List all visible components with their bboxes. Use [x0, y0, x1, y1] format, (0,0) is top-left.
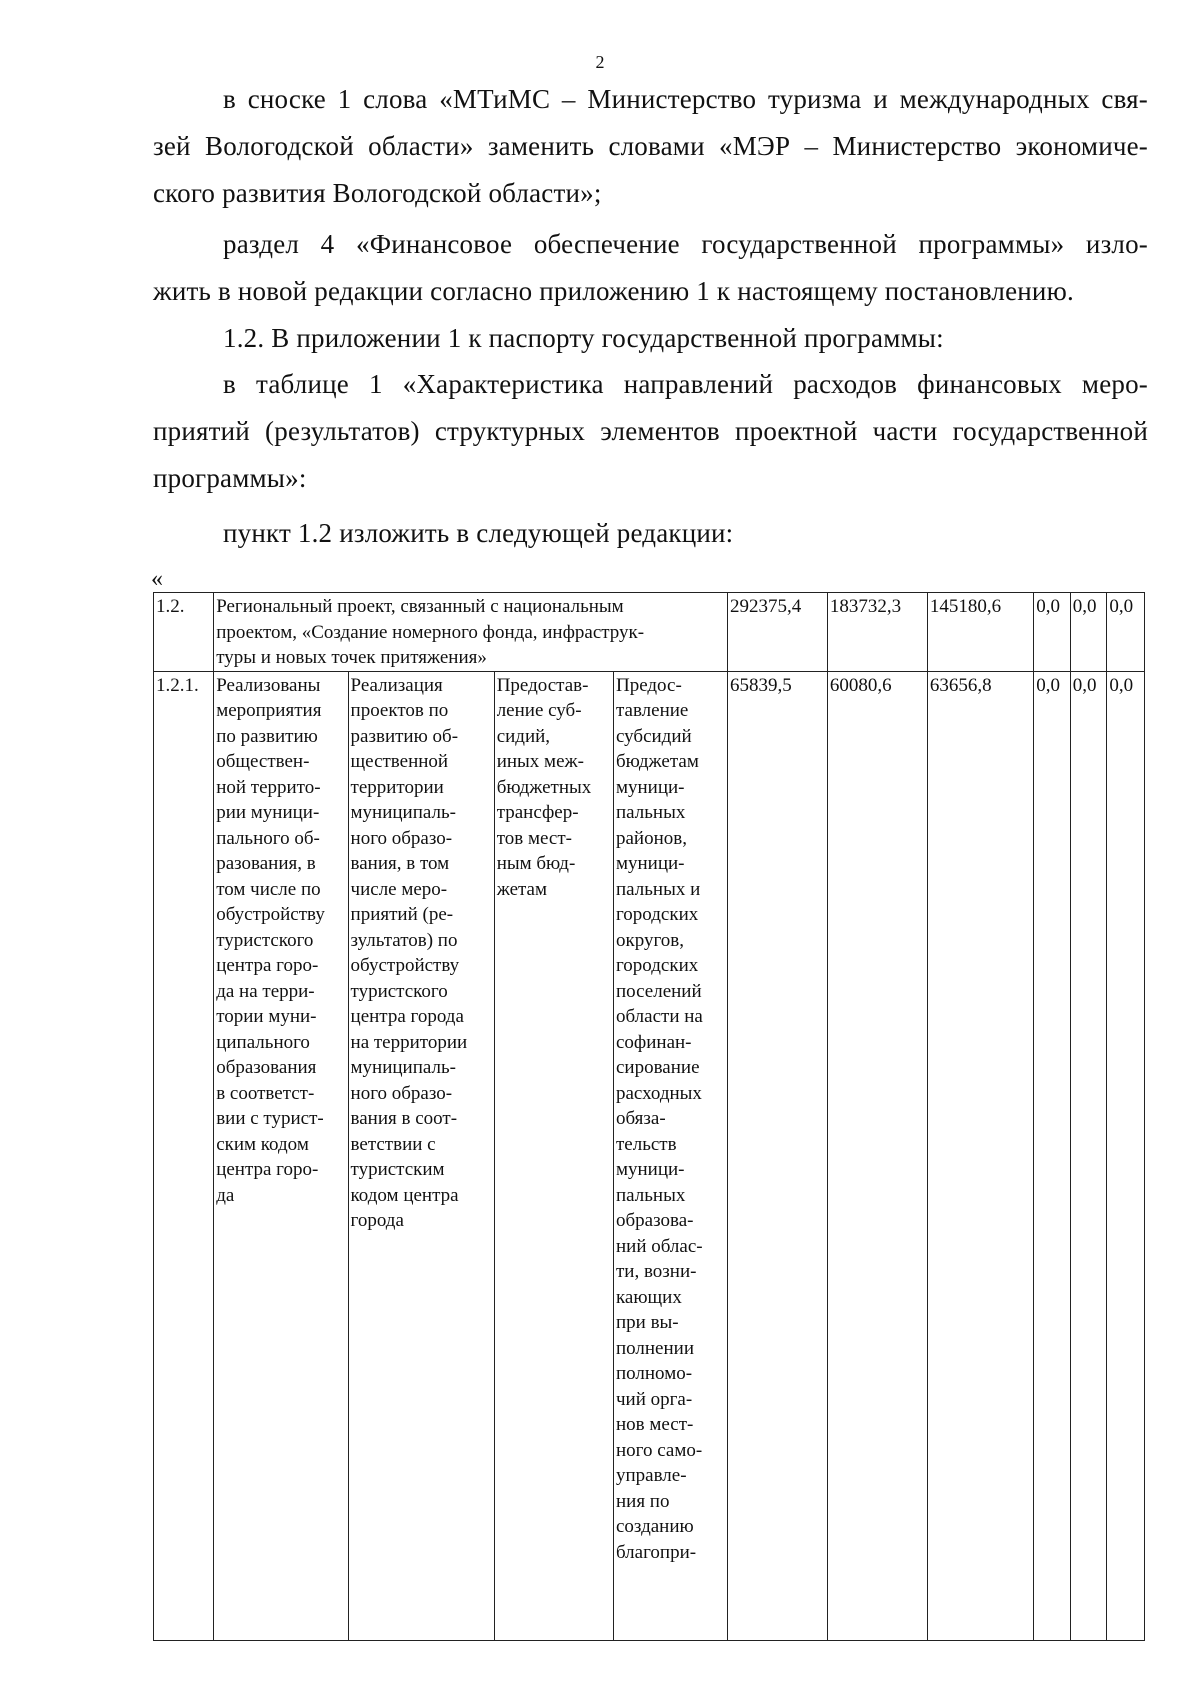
row-number: 1.2. [154, 593, 214, 672]
paragraph-footnote-change [153, 76, 1148, 217]
paragraph-line: раздел 4 «Финансовое обеспечение государственной программы» изло- [223, 229, 1148, 259]
paragraph-line: 1.2. В приложении 1 к паспорту государственной программы: [223, 323, 944, 353]
amount-cell: 0,0 [1070, 593, 1107, 672]
paragraph-line: жить в новой редакции согласно приложению 1 к настоящему постановлению. [153, 276, 1074, 306]
paragraph-line: в сноске 1 слова «МТиМС – Министерство туризма и международных свя- [223, 84, 1148, 114]
amount-cell: 0,0 [1034, 593, 1071, 672]
table-row [154, 671, 1145, 1640]
page-number: 2 [595, 52, 605, 72]
amount-cell: 183732,3 [827, 593, 927, 672]
paragraph-line: программы»: [153, 463, 307, 493]
expense-detail-cell: Предос- тавление субсидий бюджетам муници- пальных районов, муници- пальных и городских округов, городских поселений области на софинан- сирование расходных обяза- тельств муници- пальных образова- ний облас- ти, возни- кающих при вы- полнении полномо- чий орга- нов мест- ного само- управле- ния по созданию благопри- [613, 671, 727, 1640]
amount-cell: 0,0 [1107, 671, 1145, 1640]
financing-table [153, 592, 1145, 1641]
expense-type-cell: Предостав- ление суб- сидий, иных меж- бюджетных трансфер- тов мест- ным бюд- жетам [494, 671, 613, 1640]
paragraph-line: ского развития Вологодской области»; [153, 178, 602, 208]
measure-description-cell: Реализация проектов по развитию об- щественной территории муниципаль- ного образо- вания, в том числе меро- приятий (ре- зультатов) по обустройству туристского центра города на территории муниципаль- ного образо- вания в соот- ветствии с туристским кодом центра города [348, 671, 494, 1640]
amount-cell: 63656,8 [927, 671, 1033, 1640]
amount-cell: 60080,6 [827, 671, 927, 1640]
paragraph-section-4 [153, 221, 1148, 315]
paragraph-line: приятий (результатов) структурных элементов проектной части государственной [153, 416, 1148, 446]
amount-cell: 0,0 [1107, 593, 1145, 672]
paragraph-item-1-2 [153, 510, 1148, 557]
amount-cell: 292375,4 [727, 593, 827, 672]
paragraph-appendix-heading [153, 315, 1148, 362]
amount-cell: 145180,6 [927, 593, 1033, 672]
paragraph-table-1 [153, 361, 1148, 502]
paragraph-line: пункт 1.2 изложить в следующей редакции: [223, 518, 734, 548]
amount-cell: 0,0 [1034, 671, 1071, 1640]
project-title: Региональный проект, связанный с национальным проектом, «Создание номерного фонда, инфраструк- туры и новых точек притяжения» [214, 593, 728, 672]
result-name-cell: Реализованы мероприятия по развитию обществен- ной террито- рии муници- пального об- разования, в том числе по обустройству туристского центра горо- да на терри- тории муни- ципального образования в соответст- вии с турист- ским кодом центра горо- да [214, 671, 348, 1640]
row-number: 1.2.1. [154, 671, 214, 1640]
paragraph-line: в таблице 1 «Характеристика направлений расходов финансовых меро- [223, 369, 1148, 399]
paragraph-line: зей Вологодской области» заменить словами «МЭР – Министерство экономиче- [153, 131, 1148, 161]
table-row [154, 593, 1145, 672]
amount-cell: 65839,5 [727, 671, 827, 1640]
opening-quote: « [151, 566, 163, 592]
amount-cell: 0,0 [1070, 671, 1107, 1640]
